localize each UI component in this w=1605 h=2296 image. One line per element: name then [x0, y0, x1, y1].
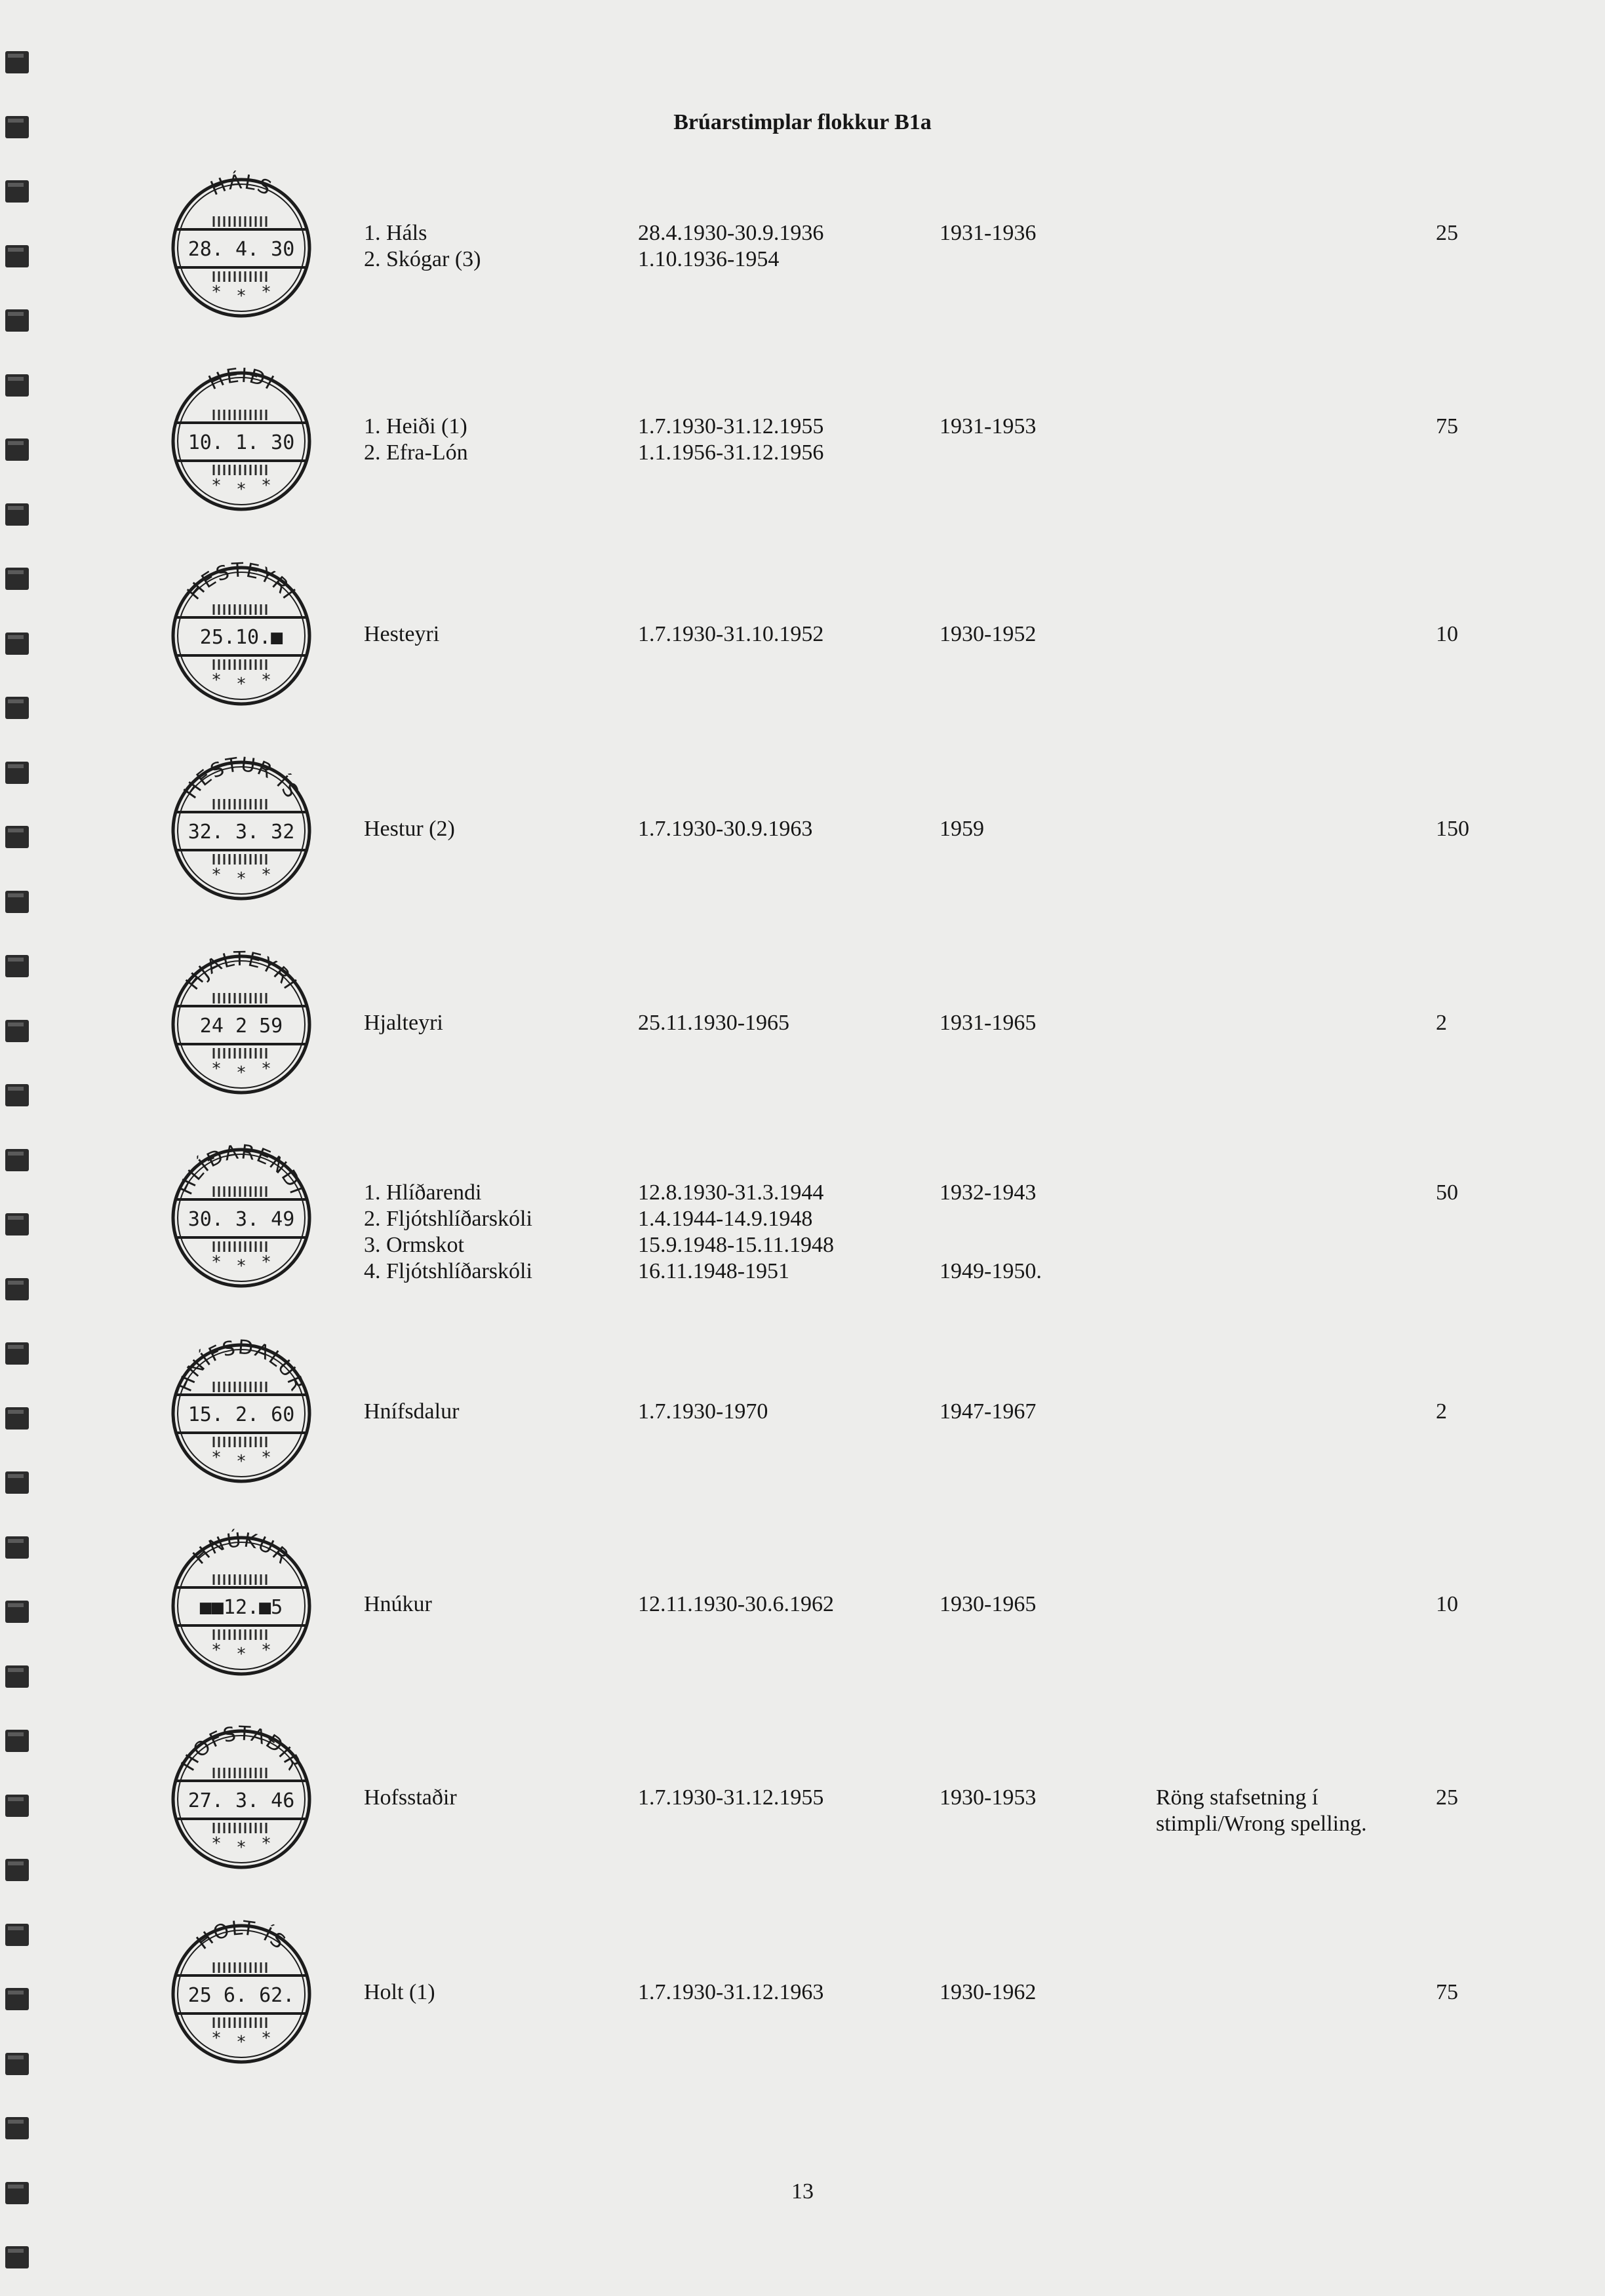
- svg-text:HOLT ÍS: HOLT ÍS: [192, 1917, 290, 1955]
- stamp-name: 2. Fljótshlíðarskóli: [364, 1207, 532, 1231]
- usage-years: 1932-1943: [940, 1180, 1037, 1205]
- validity-period: 15.9.1948-15.11.1948: [638, 1233, 835, 1257]
- stamp-name: Hnúkur: [364, 1592, 432, 1616]
- usage-years: 1947-1967: [940, 1399, 1037, 1424]
- stamp-entry: [0, 752, 1605, 922]
- svg-text:*: *: [212, 1253, 221, 1272]
- stamp-name: Hjalteyri: [364, 1011, 443, 1035]
- svg-text:25.10.■: 25.10.■: [199, 626, 283, 649]
- svg-text:10. 1. 30: 10. 1. 30: [188, 431, 295, 454]
- postmark-image: [163, 946, 320, 1103]
- binding-hole: [5, 2117, 29, 2139]
- svg-text:*: *: [262, 1059, 271, 1079]
- page-title: Brúarstimplar flokkur B1a: [673, 110, 932, 134]
- catalogue-value: 75: [1436, 414, 1458, 438]
- svg-text:*: *: [237, 1452, 246, 1471]
- validity-period: 1.7.1930-31.12.1955: [638, 1785, 824, 1810]
- usage-years: 1930-1953: [940, 1785, 1037, 1810]
- svg-text:*: *: [237, 1644, 246, 1664]
- svg-text:*: *: [237, 1838, 246, 1858]
- svg-text:*: *: [237, 1256, 246, 1276]
- stamp-entry: [0, 1721, 1605, 1891]
- svg-text:*: *: [237, 2033, 246, 2052]
- svg-text:*: *: [212, 1059, 221, 1079]
- stamp-entry: [0, 557, 1605, 728]
- stamp-name: Holt (1): [364, 1980, 435, 2004]
- postmark-image: [163, 169, 320, 326]
- svg-text:*: *: [237, 286, 246, 306]
- validity-period: 25.11.1930-1965: [638, 1011, 790, 1035]
- svg-text:*: *: [262, 1253, 271, 1272]
- usage-years: 1930-1962: [940, 1980, 1037, 2004]
- stamp-name: 1. Heiði (1): [364, 414, 467, 438]
- usage-years: 1930-1952: [940, 622, 1037, 646]
- catalogue-value: 150: [1436, 817, 1469, 841]
- svg-text:*: *: [212, 2029, 221, 2048]
- postmark-image: [163, 1915, 320, 2072]
- svg-text:HOFSTAÐIR: HOFSTAÐIR: [176, 1722, 306, 1776]
- svg-text:*: *: [237, 869, 246, 889]
- stamp-entry: [0, 1915, 1605, 2086]
- svg-text:24 2 59: 24 2 59: [199, 1015, 283, 1038]
- svg-text:*: *: [262, 1834, 271, 1854]
- postmark-image: [163, 1527, 320, 1684]
- svg-text:30. 3. 49: 30. 3. 49: [188, 1208, 295, 1231]
- catalogue-value: 10: [1436, 622, 1458, 646]
- stamp-name: 3. Ormskot: [364, 1233, 464, 1257]
- catalogue-value: 50: [1436, 1180, 1458, 1205]
- svg-text:*: *: [262, 1641, 271, 1660]
- stamp-entry: [0, 169, 1605, 340]
- stamp-entry: [0, 362, 1605, 533]
- stamp-name: 2. Skógar (3): [364, 247, 481, 271]
- catalogue-value: 25: [1436, 1785, 1458, 1810]
- usage-years: 1931-1965: [940, 1011, 1037, 1035]
- usage-years: 1930-1965: [940, 1592, 1037, 1616]
- svg-text:*: *: [237, 674, 246, 694]
- svg-text:HNÚKUR: HNÚKUR: [188, 1528, 294, 1570]
- svg-text:*: *: [237, 480, 246, 499]
- validity-period: 28.4.1930-30.9.1936: [638, 221, 824, 245]
- validity-period: 1.7.1930-31.10.1952: [638, 622, 824, 646]
- svg-text:*: *: [212, 865, 221, 885]
- svg-text:*: *: [262, 476, 271, 496]
- postmark-image: [163, 1139, 320, 1296]
- usage-years: 1931-1936: [940, 221, 1037, 245]
- svg-text:HEIÐI: HEIÐI: [205, 364, 279, 395]
- catalogue-value: 75: [1436, 1980, 1458, 2004]
- svg-text:HJALTEYRI: HJALTEYRI: [181, 947, 302, 995]
- validity-period: 1.4.1944-14.9.1948: [638, 1207, 813, 1231]
- svg-text:*: *: [212, 282, 221, 302]
- usage-years: 1949-1950.: [940, 1259, 1042, 1283]
- stamp-entry: [0, 1139, 1605, 1310]
- stamp-name: Hofsstaðir: [364, 1785, 457, 1810]
- stamp-name: 4. Fljótshlíðarskóli: [364, 1259, 532, 1283]
- postmark-image: [163, 1334, 320, 1492]
- catalogue-value: 2: [1436, 1011, 1447, 1035]
- svg-text:*: *: [212, 476, 221, 496]
- svg-text:*: *: [262, 671, 271, 690]
- svg-text:*: *: [262, 865, 271, 885]
- stamp-entry: [0, 946, 1605, 1116]
- page-number: 13: [791, 2179, 814, 2204]
- validity-period: 1.7.1930-31.12.1955: [638, 414, 824, 438]
- svg-text:HNÍFSDALUR: HNÍFSDALUR: [173, 1336, 309, 1395]
- svg-text:15. 2. 60: 15. 2. 60: [188, 1403, 295, 1426]
- svg-text:27. 3. 46: 27. 3. 46: [188, 1789, 295, 1812]
- catalogue-value: 25: [1436, 221, 1458, 245]
- catalogue-value: 2: [1436, 1399, 1447, 1424]
- postmark-image: [163, 752, 320, 909]
- svg-text:*: *: [212, 1834, 221, 1854]
- svg-text:HESTUR ÍS: HESTUR ÍS: [179, 753, 304, 804]
- postmark-image: [163, 362, 320, 520]
- postmark-image: [163, 557, 320, 714]
- stamp-name: 2. Efra-Lón: [364, 440, 468, 465]
- usage-years: 1959: [940, 817, 984, 841]
- binding-hole: [5, 2246, 29, 2268]
- svg-text:*: *: [262, 1448, 271, 1468]
- stamp-entry: [0, 1527, 1605, 1698]
- stamp-name: Hnífsdalur: [364, 1399, 460, 1424]
- stamp-name: 1. Háls: [364, 221, 427, 245]
- svg-text:*: *: [212, 1448, 221, 1468]
- svg-text:25 6. 62.: 25 6. 62.: [188, 1984, 295, 2007]
- usage-years: 1931-1953: [940, 414, 1037, 438]
- svg-text:*: *: [262, 2029, 271, 2048]
- svg-text:*: *: [262, 282, 271, 302]
- svg-text:*: *: [212, 671, 221, 690]
- svg-text:HLÍÐARENDI: HLÍÐARENDI: [174, 1140, 309, 1199]
- validity-period: 12.8.1930-31.3.1944: [638, 1180, 824, 1205]
- validity-period: 1.7.1930-30.9.1963: [638, 817, 813, 841]
- stamp-name: 1. Hlíðarendi: [364, 1180, 482, 1205]
- remark: Röng stafsetning í stimpli/Wrong spelling.: [1156, 1785, 1367, 1836]
- svg-text:■■12.■5: ■■12.■5: [199, 1596, 283, 1619]
- svg-text:*: *: [212, 1641, 221, 1660]
- postmark-image: [163, 1721, 320, 1878]
- catalogue-value: 10: [1436, 1592, 1458, 1616]
- svg-text:32. 3. 32: 32. 3. 32: [188, 821, 295, 844]
- validity-period: 1.7.1930-31.12.1963: [638, 1980, 824, 2004]
- stamp-entry: [0, 1334, 1605, 1505]
- stamp-name: Hestur (2): [364, 817, 455, 841]
- svg-text:HESTEYRI: HESTEYRI: [182, 558, 300, 605]
- svg-text:28. 4. 30: 28. 4. 30: [188, 238, 295, 261]
- svg-text:HÁLS: HÁLS: [207, 170, 276, 201]
- validity-period: 1.1.1956-31.12.1956: [638, 440, 824, 465]
- validity-period: 16.11.1948-1951: [638, 1259, 790, 1283]
- validity-period: 12.11.1930-30.6.1962: [638, 1592, 835, 1616]
- svg-text:*: *: [237, 1063, 246, 1083]
- validity-period: 1.7.1930-1970: [638, 1399, 768, 1424]
- binding-hole: [5, 51, 29, 73]
- validity-period: 1.10.1936-1954: [638, 247, 780, 271]
- stamp-name: Hesteyri: [364, 622, 440, 646]
